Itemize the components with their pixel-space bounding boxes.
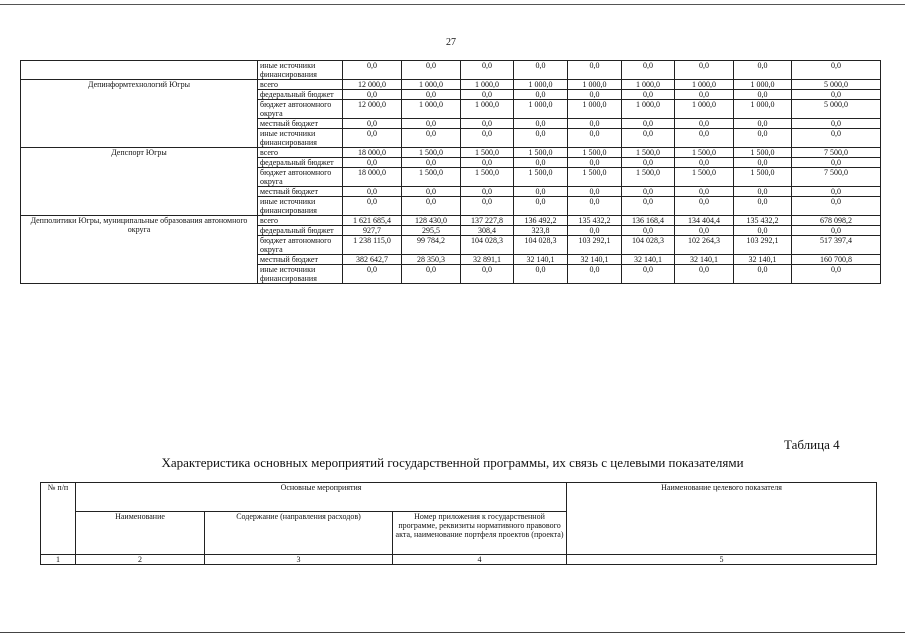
funding-value-cell: 0,0	[461, 158, 514, 168]
funding-value-cell: 102 264,3	[675, 236, 734, 255]
funding-value-cell: 1 000,0	[675, 100, 734, 119]
funding-value-cell: 0,0	[675, 61, 734, 80]
funding-value-cell: 1 000,0	[734, 100, 792, 119]
funding-value-cell: 1 500,0	[514, 148, 568, 158]
page-number: 27	[446, 37, 456, 48]
funding-value-cell: 104 028,3	[514, 236, 568, 255]
org-name: Депполитики Югры, муниципальные образования автономного округа	[21, 216, 258, 284]
funding-source-label: иные источники финансирования	[258, 61, 343, 80]
funding-value-cell: 0,0	[402, 187, 461, 197]
table4-header-main: Основные мероприятия	[76, 483, 567, 512]
funding-value-cell: 0,0	[734, 61, 792, 80]
funding-value-cell: 128 430,0	[402, 216, 461, 226]
org-name: Депинформтехнологий Югры	[21, 80, 258, 148]
funding-value-cell: 0,0	[343, 158, 402, 168]
funding-value-cell: 0,0	[402, 265, 461, 284]
funding-value-cell: 0,0	[734, 90, 792, 100]
funding-value-cell: 1 000,0	[675, 80, 734, 90]
funding-value-cell: 1 000,0	[461, 80, 514, 90]
funding-value-cell: 1 500,0	[734, 168, 792, 187]
table4-colnum: 4	[393, 555, 567, 565]
funding-value-cell: 0,0	[675, 226, 734, 236]
funding-value-cell: 0,0	[675, 129, 734, 148]
funding-value-cell: 0,0	[514, 90, 568, 100]
funding-value-cell: 1 500,0	[402, 168, 461, 187]
funding-value-cell: 1 500,0	[402, 148, 461, 158]
funding-value-cell: 134 404,4	[675, 216, 734, 226]
funding-value-cell: 1 500,0	[675, 148, 734, 158]
table4-colnum: 5	[567, 555, 877, 565]
funding-source-label: иные источники финансирования	[258, 265, 343, 284]
funding-value-cell: 0,0	[568, 61, 622, 80]
funding-value-cell: 1 000,0	[402, 80, 461, 90]
table-row	[21, 61, 881, 80]
funding-value-cell: 0,0	[461, 187, 514, 197]
funding-value-cell: 0,0	[568, 187, 622, 197]
funding-value-cell: 32 140,1	[514, 255, 568, 265]
funding-value-cell: 0,0	[734, 265, 792, 284]
funding-value-cell: 0,0	[461, 265, 514, 284]
funding-value-cell: 0,0	[343, 265, 402, 284]
funding-value-cell: 103 292,1	[734, 236, 792, 255]
funding-value-cell: 0,0	[622, 187, 675, 197]
table4-header-target: Наименование целевого показателя	[567, 483, 877, 555]
table4-title: Характеристика основных мероприятий государственной программы, их связь с целевыми показателями	[161, 455, 744, 470]
table-row	[21, 148, 881, 158]
funding-source-label: местный бюджет	[258, 119, 343, 129]
funding-value-cell: 382 642,7	[343, 255, 402, 265]
funding-value-cell: 0,0	[734, 119, 792, 129]
funding-value-cell: 1 621 685,4	[343, 216, 402, 226]
funding-value-cell: 1 238 115,0	[343, 236, 402, 255]
funding-value-cell: 0,0	[343, 61, 402, 80]
funding-value-cell: 0,0	[514, 265, 568, 284]
funding-value-cell: 0,0	[622, 226, 675, 236]
funding-value-cell: 678 098,2	[792, 216, 881, 226]
funding-value-cell: 0,0	[792, 61, 881, 80]
funding-value-cell: 7 500,0	[792, 148, 881, 158]
table4-label: Таблица 4	[784, 437, 840, 452]
funding-value-cell: 0,0	[734, 197, 792, 216]
funding-value-cell: 0,0	[568, 226, 622, 236]
funding-value-cell: 1 000,0	[568, 100, 622, 119]
funding-source-label: бюджет автономного округа	[258, 100, 343, 119]
funding-value-cell: 0,0	[622, 129, 675, 148]
funding-value-cell: 0,0	[675, 197, 734, 216]
funding-source-label: всего	[258, 148, 343, 158]
funding-value-cell: 135 432,2	[568, 216, 622, 226]
funding-value-cell: 323,8	[514, 226, 568, 236]
funding-value-cell: 0,0	[792, 197, 881, 216]
funding-value-cell: 0,0	[402, 61, 461, 80]
funding-value-cell: 0,0	[514, 61, 568, 80]
table-row	[21, 80, 881, 90]
funding-value-cell: 18 000,0	[343, 148, 402, 158]
funding-source-label: всего	[258, 80, 343, 90]
funding-value-cell: 308,4	[461, 226, 514, 236]
funding-source-label: местный бюджет	[258, 255, 343, 265]
funding-value-cell: 0,0	[568, 119, 622, 129]
funding-value-cell: 137 227,8	[461, 216, 514, 226]
funding-source-label: иные источники финансирования	[258, 129, 343, 148]
funding-value-cell: 0,0	[622, 90, 675, 100]
table4-header-appendix: Номер приложения к государственной программе, реквизиты нормативного правового акта, наименование портфеля проектов (проекта)	[393, 512, 567, 555]
table4-colnum: 3	[205, 555, 393, 565]
funding-value-cell: 32 140,1	[568, 255, 622, 265]
funding-value-cell: 0,0	[343, 129, 402, 148]
funding-value-cell: 0,0	[622, 197, 675, 216]
funding-value-cell: 0,0	[675, 119, 734, 129]
funding-value-cell: 136 168,4	[622, 216, 675, 226]
funding-value-cell: 0,0	[622, 158, 675, 168]
funding-value-cell: 32 891,1	[461, 255, 514, 265]
funding-value-cell: 0,0	[734, 158, 792, 168]
funding-value-cell: 295,5	[402, 226, 461, 236]
funding-value-cell: 1 000,0	[622, 80, 675, 90]
funding-value-cell: 103 292,1	[568, 236, 622, 255]
funding-value-cell: 0,0	[675, 265, 734, 284]
funding-value-cell: 104 028,3	[461, 236, 514, 255]
funding-value-cell: 1 500,0	[568, 148, 622, 158]
funding-value-cell: 1 000,0	[514, 80, 568, 90]
org-name	[21, 61, 258, 80]
funding-source-label: федеральный бюджет	[258, 226, 343, 236]
funding-value-cell: 0,0	[402, 119, 461, 129]
funding-value-cell: 0,0	[792, 187, 881, 197]
funding-value-cell: 12 000,0	[343, 80, 402, 90]
funding-value-cell: 1 000,0	[734, 80, 792, 90]
funding-value-cell: 135 432,2	[734, 216, 792, 226]
table4-header-name: Наименование	[76, 512, 205, 555]
funding-value-cell: 1 500,0	[568, 168, 622, 187]
funding-source-label: всего	[258, 216, 343, 226]
funding-value-cell: 0,0	[343, 90, 402, 100]
funding-value-cell: 0,0	[343, 197, 402, 216]
funding-value-cell: 0,0	[402, 158, 461, 168]
funding-value-cell: 1 500,0	[622, 168, 675, 187]
funding-value-cell: 0,0	[568, 197, 622, 216]
funding-value-cell: 1 000,0	[402, 100, 461, 119]
funding-source-label: федеральный бюджет	[258, 90, 343, 100]
funding-value-cell: 104 028,3	[622, 236, 675, 255]
funding-value-cell: 28 350,3	[402, 255, 461, 265]
funding-value-cell: 927,7	[343, 226, 402, 236]
funding-value-cell: 1 000,0	[568, 80, 622, 90]
funding-value-cell: 99 784,2	[402, 236, 461, 255]
funding-value-cell: 0,0	[734, 187, 792, 197]
funding-value-cell: 0,0	[461, 129, 514, 148]
funding-value-cell: 0,0	[622, 61, 675, 80]
funding-value-cell: 0,0	[734, 226, 792, 236]
table4-header-num: № п/п	[41, 483, 76, 555]
funding-value-cell: 0,0	[568, 90, 622, 100]
funding-source-label: местный бюджет	[258, 187, 343, 197]
funding-value-cell: 0,0	[343, 187, 402, 197]
funding-value-cell: 0,0	[675, 187, 734, 197]
funding-value-cell: 0,0	[461, 197, 514, 216]
funding-value-cell: 12 000,0	[343, 100, 402, 119]
funding-value-cell: 7 500,0	[792, 168, 881, 187]
funding-value-cell: 1 500,0	[461, 148, 514, 158]
funding-value-cell: 0,0	[402, 197, 461, 216]
funding-value-cell: 0,0	[568, 158, 622, 168]
funding-source-label: иные источники финансирования	[258, 197, 343, 216]
funding-value-cell: 1 500,0	[622, 148, 675, 158]
table4-header-content: Содержание (направления расходов)	[205, 512, 393, 555]
funding-value-cell: 0,0	[402, 90, 461, 100]
funding-value-cell: 0,0	[622, 265, 675, 284]
funding-value-cell: 0,0	[792, 226, 881, 236]
funding-value-cell: 1 000,0	[461, 100, 514, 119]
funding-value-cell: 0,0	[568, 129, 622, 148]
funding-value-cell: 32 140,1	[622, 255, 675, 265]
funding-value-cell: 0,0	[792, 90, 881, 100]
funding-value-cell: 0,0	[675, 158, 734, 168]
funding-value-cell: 0,0	[343, 119, 402, 129]
funding-value-cell: 0,0	[514, 129, 568, 148]
funding-value-cell: 517 397,4	[792, 236, 881, 255]
funding-value-cell: 5 000,0	[792, 80, 881, 90]
funding-value-cell: 0,0	[514, 119, 568, 129]
table4-colnum: 1	[41, 555, 76, 565]
funding-value-cell: 32 140,1	[675, 255, 734, 265]
funding-value-cell: 0,0	[792, 119, 881, 129]
funding-value-cell: 0,0	[461, 90, 514, 100]
funding-source-label: бюджет автономного округа	[258, 236, 343, 255]
funding-value-cell: 0,0	[514, 158, 568, 168]
funding-value-cell: 1 500,0	[734, 148, 792, 158]
funding-value-cell: 0,0	[568, 265, 622, 284]
funding-value-cell: 18 000,0	[343, 168, 402, 187]
table4	[40, 482, 877, 565]
funding-value-cell: 0,0	[514, 187, 568, 197]
table-row	[21, 216, 881, 226]
funding-value-cell: 0,0	[792, 129, 881, 148]
funding-value-cell: 1 500,0	[461, 168, 514, 187]
scan-top-edge	[0, 4, 905, 5]
funding-value-cell: 0,0	[792, 158, 881, 168]
funding-value-cell: 1 500,0	[514, 168, 568, 187]
org-name: Депспорт Югры	[21, 148, 258, 216]
funding-value-cell: 32 140,1	[734, 255, 792, 265]
funding-value-cell: 0,0	[734, 129, 792, 148]
funding-value-cell: 0,0	[461, 61, 514, 80]
scan-bottom-edge	[0, 632, 905, 633]
funding-value-cell: 136 492,2	[514, 216, 568, 226]
funding-value-cell: 1 000,0	[514, 100, 568, 119]
funding-source-label: бюджет автономного округа	[258, 168, 343, 187]
funding-value-cell: 1 000,0	[622, 100, 675, 119]
funding-value-cell: 5 000,0	[792, 100, 881, 119]
funding-value-cell: 0,0	[514, 197, 568, 216]
funding-value-cell: 0,0	[792, 265, 881, 284]
funding-value-cell: 0,0	[402, 129, 461, 148]
funding-value-cell: 1 500,0	[675, 168, 734, 187]
funding-value-cell: 0,0	[461, 119, 514, 129]
funding-value-cell: 0,0	[675, 90, 734, 100]
funding-table	[20, 60, 881, 284]
funding-value-cell: 0,0	[622, 119, 675, 129]
funding-source-label: федеральный бюджет	[258, 158, 343, 168]
funding-value-cell: 160 700,8	[792, 255, 881, 265]
table4-colnum: 2	[76, 555, 205, 565]
